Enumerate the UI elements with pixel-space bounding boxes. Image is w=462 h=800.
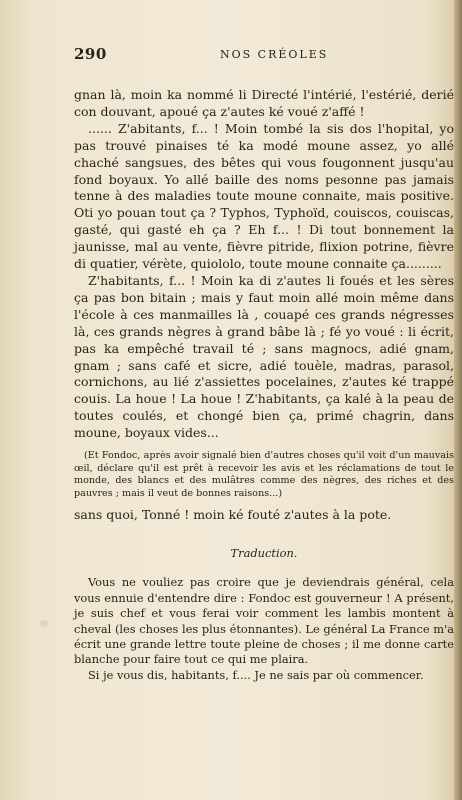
book-spine-shadow xyxy=(454,0,462,800)
paragraph-2: ...... Z'abitants, f... ! Moin tombé la sis dos l'hopital, yo pas trouvé pinaises té ka modé moune assez, yo allé chaché sangsues, des bêtes qui vous fougonnent jusqu'au fond boyaux. Yo allé baille des noms pesonne pas jamais tenne à des maladies toute moune connaite, mais positive. Oti yo pouan tout ça ? Typhos, Typhoïd, couiscos, couiscas, gasté, qui gasté eh ça ? Eh f... ! Di tout bonnement la jaunisse, mal au vente, fièvre pitride, flixion potrine, fièvre di quatier, vérète, quiololo, toute moune connaite ça......... xyxy=(74,120,454,272)
page-number: 290 xyxy=(74,45,107,63)
translation-paragraph-2: Si je vous dis, habitants, f.... Je ne sais par où commencer. xyxy=(88,667,424,682)
translation-paragraph-1: Vous ne vouliez pas croire que je deviendrais général, cela vous ennuie d'entendre dire : Fondoc est gouverneur ! A présent, je suis chef et vous ferai voir comment les lambis montent à cheval (les choses les plus étonnantes). Le général La France m'a écrit une grande lettre toute pleine de choses ; il me donne carte blanche pour faire tout ce qui me plaira. xyxy=(74,575,454,667)
page-header xyxy=(74,45,444,71)
paragraph-3: Z'habitants, f... ! Moin ka di z'autes li foués et les sères ça pas bon bitain ; mais y faut moin allé moin même dans l'école à ces manmailles là , couapé ces grands négresses là, ces grands nègres à grand bâbe là ; fé yo voué : li écrit, pas ka empêché travail té ; sans magnocs, adié gnam, gnam ; sans café et sicre, adié touèle, madras, parasol, cornichons, au lié z'assiettes pocelaines, z'autes ké trappé couis. La houe ! La houe ! Z'habitants, ça kalé à la peau de toutes coulés, et chongé bien ça, primé chagrin, dans moune, boyaux vides... xyxy=(74,272,454,441)
closing-line: sans quoi, Tonné ! moin ké fouté z'autes à la pote. xyxy=(74,507,392,523)
paragraph-1: gnan là, moin ka nommé li Directé l'intérié, l'estérié, derié con douvant, apoué ça z'autes ké voué z'affé ! xyxy=(74,87,454,119)
translation-section xyxy=(74,546,454,683)
editorial-note: (Et Fondoc, après avoir signalé bien d'autres choses qu'il voit d'un mauvais œil, déclare qu'il est prêt à recevoir les avis et les réclamations de tout le monde, des blancs et des mulâtres comme des nègres, des riches et des pauvres ; mais il veut de bonnes raisons...) xyxy=(74,450,454,499)
translation-title: Traduction. xyxy=(230,545,298,560)
running-title: NOS CRÉOLES xyxy=(220,48,329,61)
page-body xyxy=(74,87,454,683)
paper-stain xyxy=(40,620,49,627)
